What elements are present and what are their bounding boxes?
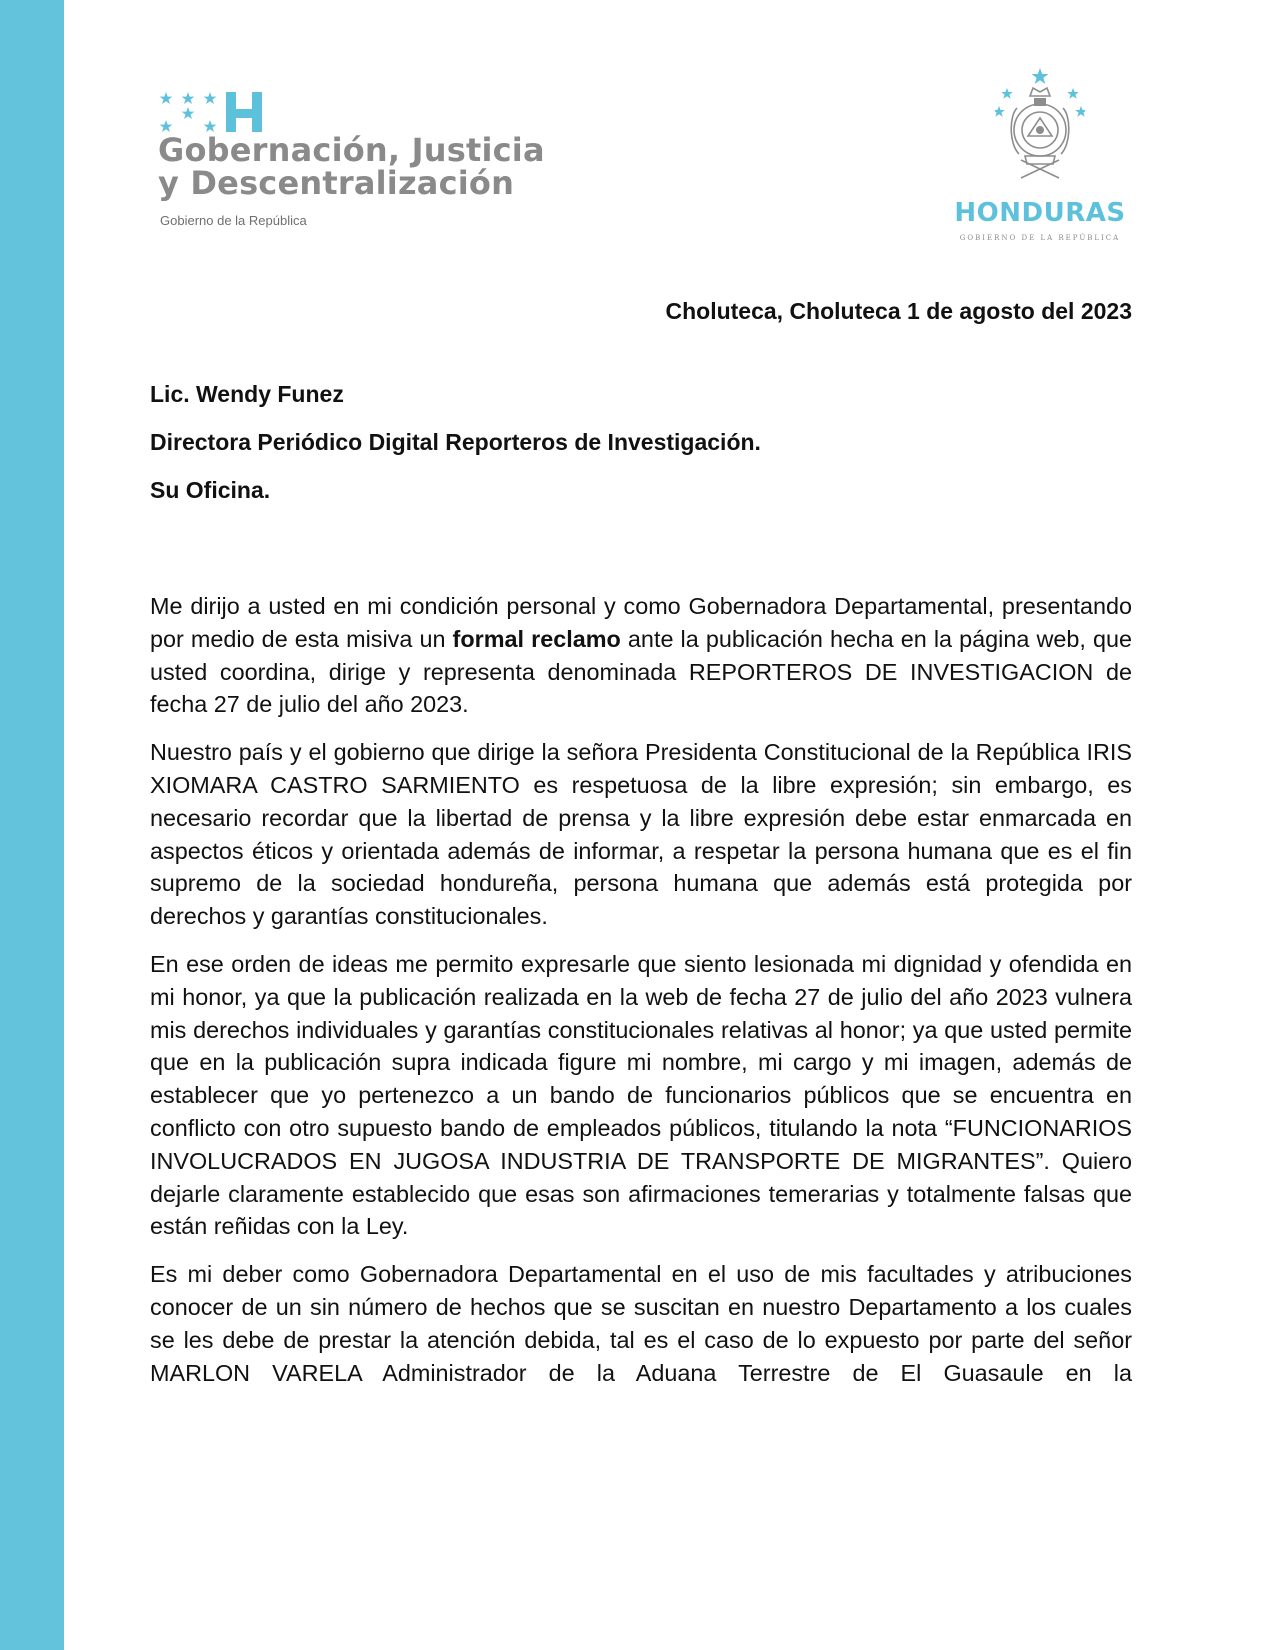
recipient-office: Su Oficina. xyxy=(150,477,271,503)
ministry-name-line2: y Descentralización xyxy=(158,164,515,202)
formal-claim-emphasis: formal reclamo xyxy=(452,625,621,652)
recipient-position: Directora Periódico Digital Reporteros de Investigación. xyxy=(150,429,761,455)
paragraph-2: Nuestro país y el gobierno que dirige la señora Presidenta Constitucional de la República IRIS XIOMARA CASTRO SARMIENTO es respetuosa de la libre expresión; sin embargo, es necesario recordar que la libertad de prensa y la libre expresión debe estar enmarcada en aspectos éticos y orientada además de informar, a respetar la persona humana que es el fin supremo de la sociedad hondureña, persona humana que además está protegida por derechos y garantías constitucionales. xyxy=(150,739,1132,930)
honduras-seal xyxy=(950,68,1130,246)
side-accent-bar xyxy=(0,0,64,1650)
paragraph-1-end: ante la publicación hecha en la página web, que usted coordina, dirige y representa denominada REPORTEROS DE INVESTIGACION de fecha 27 de julio del año 2023. xyxy=(150,625,1132,718)
letter-body xyxy=(150,590,1132,1404)
place-date: Choluteca, Choluteca 1 de agosto del 2023 xyxy=(665,298,1132,324)
paragraph-1 xyxy=(150,590,1132,721)
paragraph-1-start: Me dirijo a usted en mi condición personal y como Gobernadora Departamental, presentando por medio de esta misiva un xyxy=(150,593,1132,652)
paragraph-3: En ese orden de ideas me permito expresarle que siento lesionada mi dignidad y ofendida en mi honor, ya que la publicación realizada en la web de fecha 27 de julio del año 2023 vulnera mis derechos individuales y garantías constitucionales relativas al honor; ya que usted permite que en la publicación supra indicada figure mi nombre, mi cargo y mi imagen, además de establecer que yo pertenezco a un bando de funcionarios públicos que se encuentra en conflicto con otro supuesto bando de empleados públicos, titulando la nota “FUNCIONARIOS INVOLUCRADOS EN JUGOSA INDUSTRIA DE TRANSPORTE DE MIGRANTES”. Quiero dejarle claramente establecido que esas son afirmaciones temerarias y totalmente falsas que están reñidas con la Ley. xyxy=(150,950,1132,1240)
recipient-name: Lic. Wendy Funez xyxy=(150,381,344,407)
paragraph-4: Es mi deber como Gobernadora Departamental en el uso de mis facultades y atribuciones conocer de un sin número de hechos que se suscitan en nuestro Departamento a los cuales se les debe de prestar la atención debida, tal es el caso de lo expuesto por parte del señor MARLON VARELA Administrador de la Aduana Terrestre de El Guasaule en la xyxy=(150,1261,1132,1386)
seal-country-name: HONDURAS xyxy=(954,198,1126,228)
ministry-name xyxy=(158,131,545,202)
seal-subtitle: GOBIERNO DE LA REPÚBLICA xyxy=(959,234,1121,242)
ministry-logo xyxy=(160,92,600,232)
honduras-coat-of-arms-icon xyxy=(995,68,1085,194)
ministry-name-line1: Gobernación, Justicia xyxy=(158,131,545,169)
ministry-subtitle: Gobierno de la República xyxy=(160,213,307,228)
